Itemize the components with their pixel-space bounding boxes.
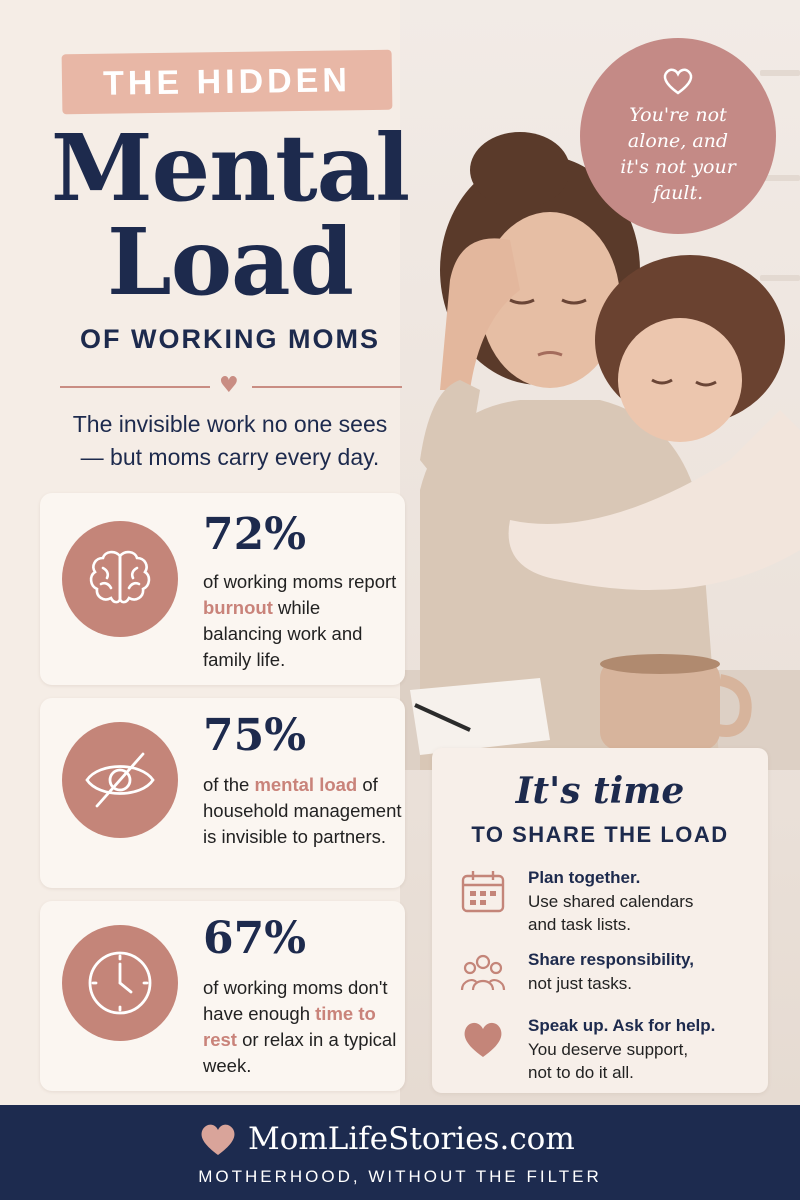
action-script-heading: It's time <box>515 770 685 812</box>
mother-child-illustration <box>400 130 800 770</box>
tip-text <box>528 1038 768 1084</box>
stat-card-burnout <box>40 493 405 685</box>
tip-title: Plan together. <box>528 868 641 887</box>
stat-value: 67% <box>203 913 307 964</box>
stat-text-part: of working moms report <box>203 571 397 592</box>
family-icon <box>460 950 506 996</box>
divider-heart-icon: ♥ <box>219 373 239 398</box>
brain-icon <box>85 548 155 610</box>
stat-card-mental-load <box>40 698 405 888</box>
page-title-line1: Mental <box>50 114 410 222</box>
tip-text <box>528 972 768 995</box>
bubble-message <box>603 102 753 206</box>
share-the-load-panel <box>432 748 768 1093</box>
clock-icon <box>85 948 155 1018</box>
stat-highlight: time to rest <box>203 1003 376 1050</box>
bubble-line: fault. <box>652 182 704 204</box>
tip-text-line: You deserve support, <box>528 1040 689 1059</box>
tagline-line: — but moms carry every day. <box>80 444 380 470</box>
bubble-line: it's not your <box>620 156 736 178</box>
title-ribbon <box>62 50 393 115</box>
shelf-decor <box>760 70 800 76</box>
tip-title: Speak up. Ask for help. <box>528 1016 716 1035</box>
heart-icon <box>460 1016 506 1062</box>
tip-text-line: not to do it all. <box>528 1063 634 1082</box>
bubble-line: alone, and <box>627 130 729 152</box>
ribbon-text: THE HIDDEN <box>102 60 352 103</box>
footer-heart-icon <box>198 1119 238 1159</box>
divider-left <box>60 386 210 388</box>
footer <box>0 1105 800 1200</box>
stat-text-part: while balancing work and family life. <box>203 597 363 670</box>
tagline <box>40 408 420 474</box>
page-subtitle: OF WORKING MOMS <box>80 324 380 354</box>
stat-text-part: of household management is invisible to partners. <box>203 774 402 847</box>
stat-description <box>203 569 403 673</box>
stat-card-rest-time <box>40 901 405 1091</box>
stat-text-part: or relax in a typical week. <box>203 1029 397 1076</box>
action-title: TO SHARE THE LOAD <box>471 822 729 847</box>
stat-value: 75% <box>203 710 307 761</box>
footer-tagline: MOTHERHOOD, WITHOUT THE FILTER <box>198 1167 602 1186</box>
stat-highlight: mental load <box>254 774 358 795</box>
stat-highlight: burnout <box>203 597 273 618</box>
tip-title: Share responsibility, <box>528 950 694 969</box>
stat-text-part: of working moms don't have enough <box>203 977 388 1024</box>
tip-text-line: not just tasks. <box>528 974 632 993</box>
footer-site-link[interactable]: MomLifeStories.com <box>248 1121 575 1157</box>
stat-icon-circle <box>62 925 178 1041</box>
stat-icon-circle <box>62 722 178 838</box>
tip-text-line: and task lists. <box>528 915 631 934</box>
stat-description <box>203 772 403 850</box>
encouragement-bubble <box>580 38 776 234</box>
calendar-icon <box>460 868 506 914</box>
hidden-eye-icon <box>83 750 157 810</box>
divider-right <box>252 386 402 388</box>
tip-text-line: Use shared calendars <box>528 892 694 911</box>
tagline-line: The invisible work no one sees <box>72 411 388 437</box>
heart-outline-icon <box>661 66 695 96</box>
bubble-line: You're not <box>629 104 727 126</box>
stat-icon-circle <box>62 521 178 637</box>
stat-text-part: of the <box>203 774 255 795</box>
stat-value: 72% <box>203 509 307 560</box>
tip-text <box>528 890 768 936</box>
page-title-line2: Load <box>107 208 353 316</box>
stat-description <box>203 975 403 1079</box>
